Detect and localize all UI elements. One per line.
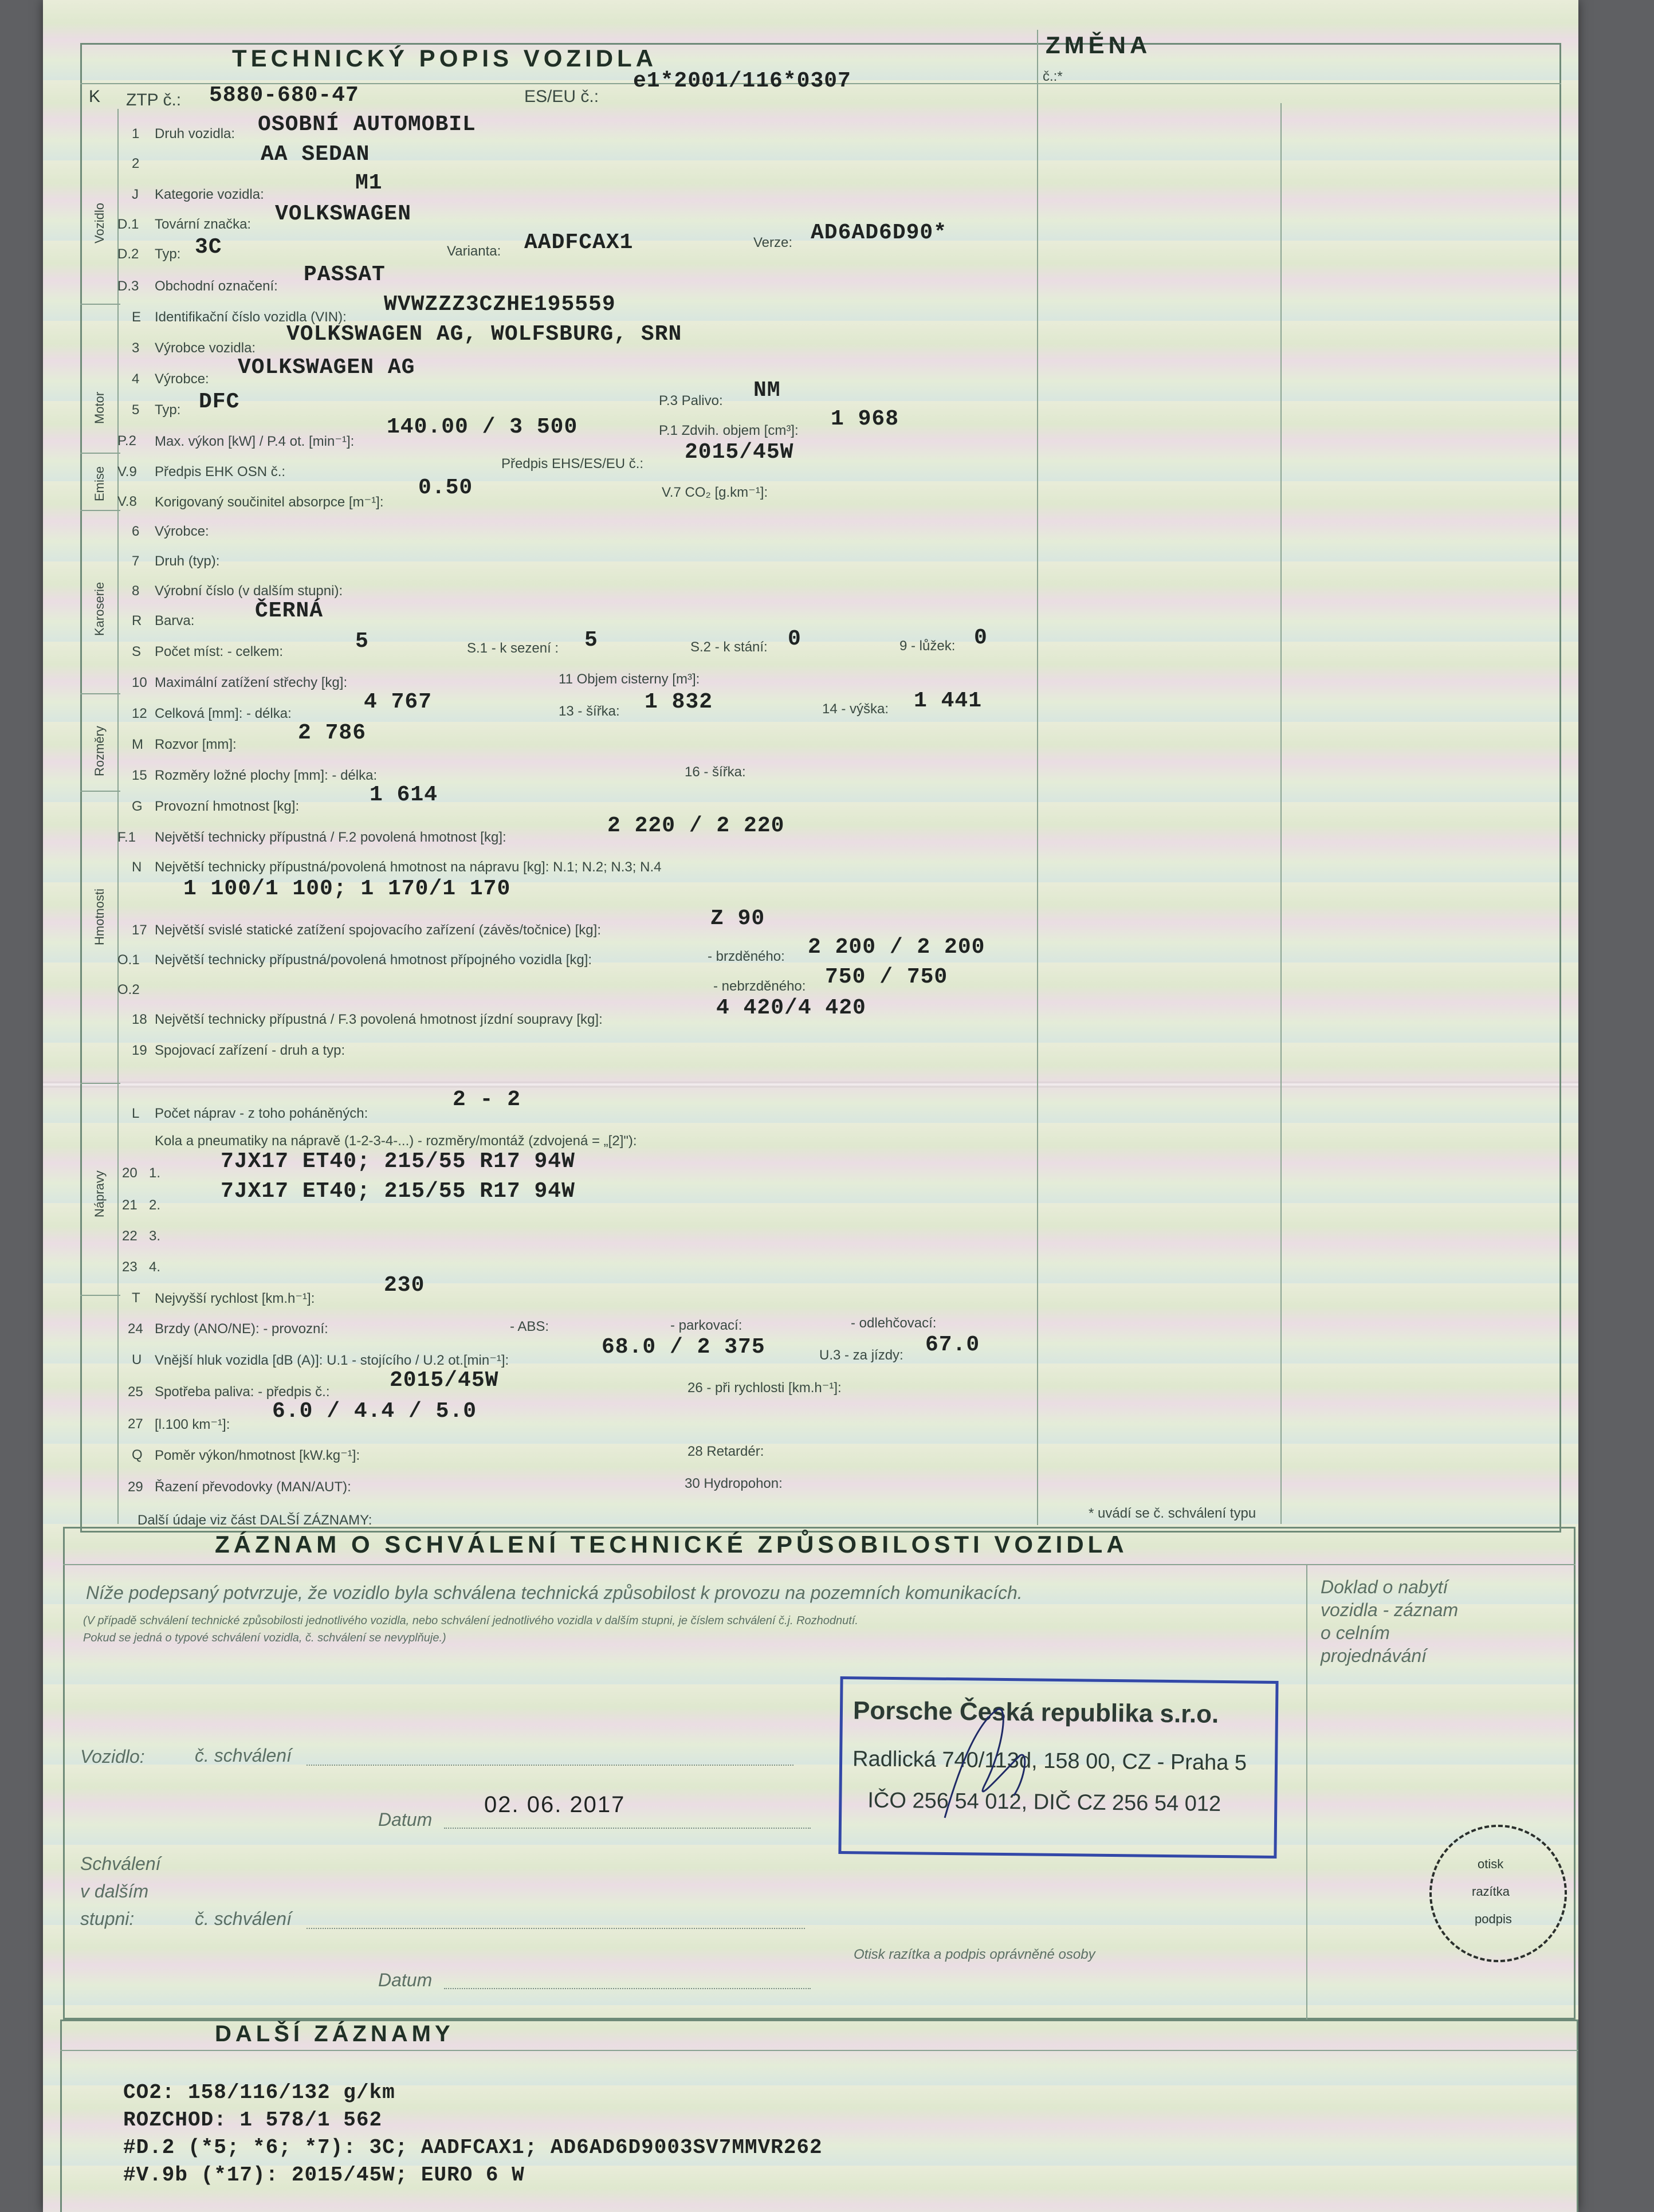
consumption-regulation-value: 2015/45W xyxy=(390,1368,499,1393)
row-number: 17 xyxy=(132,922,147,938)
section-vozidlo: Vozidlo xyxy=(92,203,107,243)
row-number: 8 xyxy=(132,583,140,599)
company-stamp xyxy=(838,1676,1278,1859)
noise-value: 68.0 / 2 375 xyxy=(602,1335,765,1360)
doklad-line-1: Doklad o nabytí xyxy=(1321,1577,1448,1597)
body-manufacturer-label: Výrobce: xyxy=(155,524,209,539)
absorption-value: 0.50 xyxy=(418,476,473,500)
approval-note-2: Pokud se jedná o typové schválení vozidla, č. schválení se nevyplňuje.) xyxy=(83,1632,446,1644)
beds-value: 0 xyxy=(974,626,988,650)
row-number: L xyxy=(132,1106,140,1121)
consumption-speed-label: 26 - při rychlosti [km.h⁻¹]: xyxy=(687,1380,842,1396)
row-number: S xyxy=(132,644,142,659)
document-title: TECHNICKÝ POPIS VOZIDLA xyxy=(232,45,658,72)
length-label: Celková [mm]: - délka: xyxy=(155,706,292,721)
axle-index: 2. xyxy=(149,1197,161,1213)
approval-date-value: 02. 06. 2017 xyxy=(484,1792,626,1817)
max-weight-value: 2 220 / 2 220 xyxy=(607,814,785,838)
hydro-drive-label: 30 Hydropohon: xyxy=(685,1476,783,1491)
row-number: F.1 xyxy=(117,830,136,845)
retarder-label: 28 Retardér: xyxy=(687,1444,764,1459)
engine-type-value: DFC xyxy=(199,390,240,414)
row-number: N xyxy=(132,859,142,875)
engine-manufacturer-label: Výrobce: xyxy=(155,371,209,387)
height-value: 1 441 xyxy=(914,689,983,713)
row-number: 18 xyxy=(132,1012,147,1027)
width-value: 1 832 xyxy=(645,690,713,714)
axle-weight-label: Největší technicky přípustná/povolená hmotnost na nápravu [kg]: N.1; N.2; N.3; N.4 xyxy=(155,859,662,875)
document-sheet xyxy=(43,0,1578,2212)
type-value: 3C xyxy=(195,235,222,260)
max-weight-label: Největší technicky přípustná / F.2 povolená hmotnost [kg]: xyxy=(155,830,506,845)
trade-name-value: PASSAT xyxy=(304,262,386,287)
make-value: VOLKSWAGEN xyxy=(275,202,412,226)
retarder-brake-label: - odlehčovací: xyxy=(851,1315,937,1331)
axles-value: 2 - 2 xyxy=(453,1087,521,1112)
next-stage-line-3: stupni: xyxy=(80,1908,135,1929)
next-stage-line-2: v dalším xyxy=(80,1881,149,1901)
ztp-value: 5880-680-47 xyxy=(209,83,359,108)
further-record-line: ROZCHOD: 1 578/1 562 xyxy=(123,2108,383,2132)
fuel-value: NM xyxy=(753,378,781,403)
color-value: ČERNÁ xyxy=(255,599,324,623)
row-number: E xyxy=(132,309,142,325)
max-speed-value: 230 xyxy=(384,1273,425,1298)
wheelbase-label: Rozvor [mm]: xyxy=(155,737,237,752)
date-label-2: Datum xyxy=(378,1970,433,1990)
vozidlo-label: Vozidlo: xyxy=(80,1746,145,1767)
further-record-line: #D.2 (*5; *6; *7): 3C; AADFCAX1; AD6AD6D9003SV7MMVR262 xyxy=(123,2136,823,2159)
noise-label: Vnější hluk vozidla [dB (A)]: U.1 - stojícího / U.2 ot.[min⁻¹]: xyxy=(155,1353,509,1368)
consumption-value: 6.0 / 4.4 / 5.0 xyxy=(272,1399,477,1424)
coupling-load-label: Největší svislé statické zatížení spojovacího zařízení (závěs/točnice) [kg]: xyxy=(155,922,601,938)
date-label: Datum xyxy=(378,1809,433,1830)
gearbox-label: Řazení převodovky (MAN/AUT): xyxy=(155,1479,351,1495)
row-number: O.2 xyxy=(117,982,140,997)
variant-value: AADFCAX1 xyxy=(524,230,634,255)
seats-value: 5 xyxy=(355,629,369,654)
coupling-load-value: Z 90 xyxy=(710,906,765,931)
manufacturer-label: Výrobce vozidla: xyxy=(155,340,256,356)
width-label: 13 - šířka: xyxy=(559,704,620,719)
color-label: Barva: xyxy=(155,613,195,628)
row-number: 4 xyxy=(132,371,140,387)
fuel-label: P.3 Palivo: xyxy=(659,393,723,408)
row-number: G xyxy=(132,799,143,814)
approval-number-label: č. schválení xyxy=(195,1745,292,1766)
stamp-address: Radlická 740/113d, 158 00, CZ - Praha 5 xyxy=(852,1747,1247,1775)
zmena-heading: ZMĚNA xyxy=(1046,32,1152,58)
row-number: D.2 xyxy=(117,246,139,262)
stamp-placeholder-circle xyxy=(1429,1825,1567,1962)
section-rozmery: Rozměry xyxy=(92,725,107,776)
further-records-title: DALŠÍ ZÁZNAMY xyxy=(215,2021,454,2046)
body-kind-label: Druh (typ): xyxy=(155,553,220,569)
cargo-width-label: 16 - šířka: xyxy=(685,764,746,780)
approval-number-label-2: č. schválení xyxy=(195,1908,292,1929)
absorption-label: Korigovaný součinitel absorpce [m⁻¹]: xyxy=(155,494,384,510)
row-number: 22 xyxy=(122,1228,137,1244)
serial-label: Výrobní číslo (v dalším stupni): xyxy=(155,583,343,599)
beds-label: 9 - lůžek: xyxy=(899,638,956,654)
row-number: 1 xyxy=(132,126,140,142)
doklad-line-3: o celním xyxy=(1321,1622,1390,1643)
approval-record-title: ZÁZNAM O SCHVÁLENÍ TECHNICKÉ ZPŮSOBILOSTI VOZIDLA xyxy=(215,1531,1128,1558)
row-number: 5 xyxy=(132,402,140,418)
manufacturer-value: VOLKSWAGEN AG, WOLFSBURG, SRN xyxy=(286,322,682,347)
doklad-line-4: projednávání xyxy=(1321,1645,1427,1666)
row-number: O.1 xyxy=(117,952,140,968)
stamp-ids: IČO 256 54 012, DIČ CZ 256 54 012 xyxy=(867,1788,1221,1816)
engine-type-label: Typ: xyxy=(155,402,181,418)
stamp-caption: Otisk razítka a podpis oprávněné osoby xyxy=(854,1947,1095,1962)
row-number: 20 xyxy=(122,1165,137,1181)
further-record-line: CO2: 158/116/132 g/km xyxy=(123,2081,395,2104)
row-number: R xyxy=(132,613,142,628)
braked-label: - brzděného: xyxy=(708,949,785,964)
stamp-company-name: Porsche Česká republika s.r.o. xyxy=(852,1696,1219,1728)
row-number: D.3 xyxy=(117,278,139,294)
consumption-unit-label: [l.100 km⁻¹]: xyxy=(155,1417,230,1432)
drive-noise-label: U.3 - za jízdy: xyxy=(819,1347,903,1363)
k-marker: K xyxy=(89,87,101,106)
co2-label: V.7 CO₂ [g.km⁻¹]: xyxy=(662,485,768,500)
row-number: Q xyxy=(132,1447,143,1463)
displacement-label: P.1 Zdvih. objem [cm³]: xyxy=(659,423,799,438)
variant-label: Varianta: xyxy=(447,243,501,259)
axle-index: 3. xyxy=(149,1228,161,1244)
wheelbase-value: 2 786 xyxy=(298,721,367,745)
eseu-label: ES/EU č.: xyxy=(524,87,599,106)
axle-index: 4. xyxy=(149,1259,161,1275)
row-number: 2 xyxy=(132,156,140,171)
parking-brake-label: - parkovací: xyxy=(670,1318,742,1333)
operating-weight-value: 1 614 xyxy=(370,783,438,807)
vehicle-kind-value: OSOBNÍ AUTOMOBIL xyxy=(258,112,476,137)
section-emise: Emise xyxy=(92,466,107,501)
vin-label: Identifikační číslo vozidla (VIN): xyxy=(155,309,347,325)
row-number: 3 xyxy=(132,340,140,356)
section-karoserie: Karoserie xyxy=(92,582,107,636)
coupling-type-label: Spojovací zařízení - druh a typ: xyxy=(155,1043,345,1058)
length-value: 4 767 xyxy=(364,690,433,714)
standing-label: S.2 - k stání: xyxy=(690,639,768,655)
section-napravy: Nápravy xyxy=(92,1170,107,1217)
abs-label: - ABS: xyxy=(510,1319,549,1334)
row-number: U xyxy=(132,1352,142,1368)
signature-icon xyxy=(910,1685,1061,1848)
technical-description-frame xyxy=(80,43,1561,1533)
circle-text-2: razítka xyxy=(1472,1884,1510,1899)
trailer-weight-label: Největší technicky přípustná/povolená hmotnost přípojného vozidla [kg]: xyxy=(155,952,592,968)
trade-name-label: Obchodní označení: xyxy=(155,278,278,294)
ehs-regulation-value: 2015/45W xyxy=(685,440,794,465)
ehs-regulation-label: Předpis EHS/ES/EU č.: xyxy=(501,456,644,472)
seats-label: Počet míst: - celkem: xyxy=(155,644,284,659)
row-number: M xyxy=(132,737,143,752)
row-number: 12 xyxy=(132,706,147,721)
combination-weight-label: Největší technicky přípustná / F.3 povolená hmotnost jízdní soupravy [kg]: xyxy=(155,1012,603,1027)
axle1-wheels-value: 7JX17 ET40; 215/55 R17 94W xyxy=(221,1149,575,1174)
row-number: V.9 xyxy=(117,464,137,480)
body-type-value: AA SEDAN xyxy=(261,142,370,167)
row-number: T xyxy=(132,1290,140,1306)
combination-weight-value: 4 420/4 420 xyxy=(716,996,866,1020)
seated-value: 5 xyxy=(584,628,598,653)
seated-label: S.1 - k sezení : xyxy=(467,641,559,656)
section-hmotnosti: Hmotnosti xyxy=(92,888,107,945)
row-number: 29 xyxy=(128,1479,143,1495)
engine-manufacturer-value: VOLKSWAGEN AG xyxy=(238,355,415,380)
displacement-value: 1 968 xyxy=(831,407,899,431)
cargo-length-label: Rozměry ložné plochy [mm]: - délka: xyxy=(155,768,378,783)
circle-text-3: podpis xyxy=(1475,1912,1512,1926)
row-number: D.1 xyxy=(117,217,139,232)
ehk-regulation-label: Předpis EHK OSN č.: xyxy=(155,464,286,480)
vin-value: WVWZZZ3CZHE195559 xyxy=(384,292,616,317)
approval-note-1: (V případě schválení technické způsobilosti jednotlivého vozidla, nebo schválení jednotlivého vozidla v dalším stupni, je číslem schválení č.j. Rozhodnutí. xyxy=(83,1614,858,1627)
operating-weight-label: Provozní hmotnost [kg]: xyxy=(155,799,300,814)
type-approval-note: * uvádí se č. schválení typu xyxy=(1089,1506,1256,1521)
make-label: Tovární značka: xyxy=(155,217,252,232)
circle-text-1: otisk xyxy=(1478,1857,1504,1871)
unbraked-label: - nebrzděného: xyxy=(713,979,806,994)
row-number: J xyxy=(132,187,139,202)
vehicle-kind-label: Druh vozidla: xyxy=(155,126,235,142)
category-label: Kategorie vozidla: xyxy=(155,187,264,202)
version-label: Verze: xyxy=(753,235,793,250)
braked-value: 2 200 / 2 200 xyxy=(808,935,985,960)
axle-weight-value: 1 100/1 100; 1 170/1 170 xyxy=(183,877,511,901)
version-value: AD6AD6D90* xyxy=(811,221,948,245)
consumption-label: Spotřeba paliva: - předpis č.: xyxy=(155,1384,330,1400)
type-label: Typ: xyxy=(155,246,181,262)
row-number: 6 xyxy=(132,524,140,539)
axles-label: Počet náprav - z toho poháněných: xyxy=(155,1106,368,1121)
max-speed-label: Nejvyšší rychlost [km.h⁻¹]: xyxy=(155,1291,315,1306)
category-value: M1 xyxy=(355,171,383,195)
doklad-line-2: vozidla - záznam xyxy=(1321,1600,1459,1620)
row-number: V.8 xyxy=(117,494,137,509)
axle2-wheels-value: 7JX17 ET40; 215/55 R17 94W xyxy=(221,1179,575,1204)
row-number: 23 xyxy=(122,1259,137,1275)
wheels-label: Kola a pneumatiky na nápravě (1-2-3-4-...) - rozměry/montáž (zdvojená = „[2]"): xyxy=(155,1133,637,1149)
row-number: 15 xyxy=(132,768,147,783)
row-number: 10 xyxy=(132,675,147,690)
max-power-value: 140.00 / 3 500 xyxy=(387,415,578,439)
row-number: 19 xyxy=(132,1043,147,1058)
brakes-label: Brzdy (ANO/NE): - provozní: xyxy=(155,1321,328,1337)
ztp-label: ZTP č.: xyxy=(126,91,182,109)
further-data-note: Další údaje viz část DALŠÍ ZÁZNAMY: xyxy=(137,1512,372,1528)
height-label: 14 - výška: xyxy=(822,701,889,717)
row-number: 25 xyxy=(128,1384,143,1400)
tank-volume-label: 11 Objem cisterny [m³]: xyxy=(559,671,700,687)
further-record-line: #V.9b (*17): 2015/45W; EURO 6 W xyxy=(123,2163,525,2187)
eseu-value: e1*2001/116*0307 xyxy=(633,69,851,93)
power-weight-label: Poměr výkon/hmotnost [kW.kg⁻¹]: xyxy=(155,1448,360,1463)
row-number: P.2 xyxy=(117,433,136,449)
section-motor: Motor xyxy=(92,391,107,424)
row-number: 7 xyxy=(132,553,140,569)
roof-load-label: Maximální zatížení střechy [kg]: xyxy=(155,675,348,690)
zmena-number-label: č.:* xyxy=(1043,69,1063,84)
standing-value: 0 xyxy=(788,627,802,651)
drive-noise-value: 67.0 xyxy=(925,1333,980,1357)
next-stage-line-1: Schválení xyxy=(80,1853,161,1874)
max-power-label: Max. výkon [kW] / P.4 ot. [min⁻¹]: xyxy=(155,434,355,449)
row-number: 24 xyxy=(128,1321,143,1337)
unbraked-value: 750 / 750 xyxy=(825,965,948,989)
row-number: 21 xyxy=(122,1197,137,1213)
approval-intro: Níže podepsaný potvrzuje, že vozidlo byla schválena technická způsobilost k provozu na pozemních komunikacích. xyxy=(86,1582,1023,1603)
axle-index: 1. xyxy=(149,1165,161,1181)
row-number: 27 xyxy=(128,1416,143,1432)
